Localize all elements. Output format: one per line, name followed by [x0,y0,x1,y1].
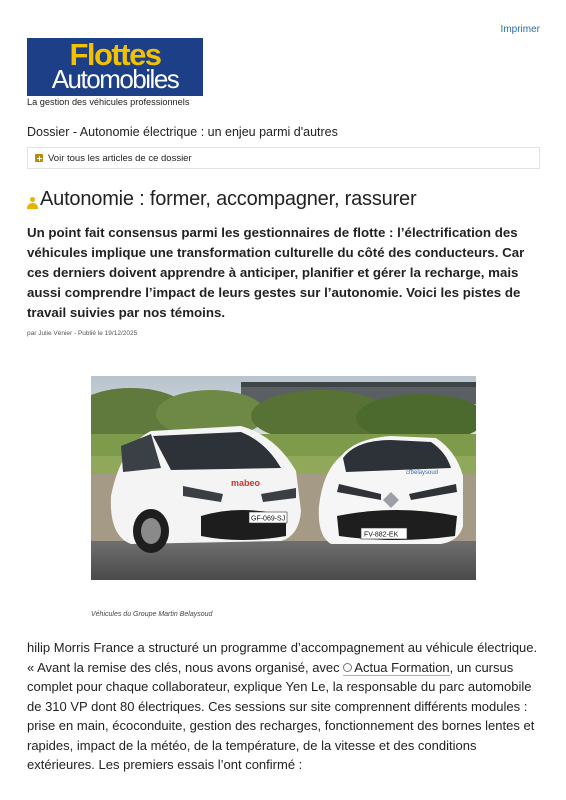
left-car-plate: GF-069-SJ [251,515,286,523]
article-title: Autonomie : former, accompagner, rassurer [40,188,417,210]
article-byline: par Julie Vénier - Publié le 19/12/2025 [27,330,138,337]
print-link[interactable]: Imprimer [500,24,540,35]
logo-word-flottes: Flottes [69,38,161,72]
actua-formation-link[interactable] [343,660,449,676]
article-body-part-1: hilip Morris France a structuré un programme d’accompagnement au véhicule électrique. « Avant la remise des clés, nous avons organisé, avec [27,640,538,675]
dossier-see-all-label: Voir tous les articles de ce dossier [48,153,192,164]
article-photo [91,376,476,580]
left-car-logo-text: mabeo [231,478,261,488]
left-car [111,426,301,553]
dossier-see-all-button[interactable] [27,147,540,169]
site-tagline: La gestion des véhicules professionnels [27,97,190,107]
person-icon [27,197,38,210]
article-body-part-2: , un cursus complet pour chaque collaborateur, explique Yen Le, la responsable du parc automobile de 310 VP dont 80 électriques. Ces sessions sur site comprennent différents modules : prise en main, écoconduite, gestion des recharges, fonctionnement des bornes lentes et rapides, impact de la météo, de la température, de la vitesse et des conditions extérieures. Les premiers essais l’ont confirmé : [27,659,535,772]
plus-icon [35,154,43,162]
dossier-title: Dossier - Autonomie électrique : un enjeu parmi d'autres [27,125,338,139]
article-lead: Un point fait consensus parmi les gestionnaires de flotte : l’électrification des véhicules implique une transformation culturelle du côté des conducteurs. Car ces derniers doivent apprendre à anticiper, planifier et gérer la recharge, mais aussi comprendre l’impact de leurs gestes sur l’autonomie. Voici les pistes de travail suivies par nos témoins. [27,225,525,320]
photo-caption: Véhicules du Groupe Martin Belaysoud [91,611,213,618]
article-body [27,638,543,775]
magnifier-icon [343,663,352,672]
actua-formation-link-text: Actua Formation [354,659,450,675]
site-logo[interactable] [27,38,203,96]
logo-word-automobiles: Automobiles [51,64,179,94]
right-car-plate: FV-882-EK [364,531,399,539]
right-car-logo-text: cfbelaysoud [406,470,439,476]
